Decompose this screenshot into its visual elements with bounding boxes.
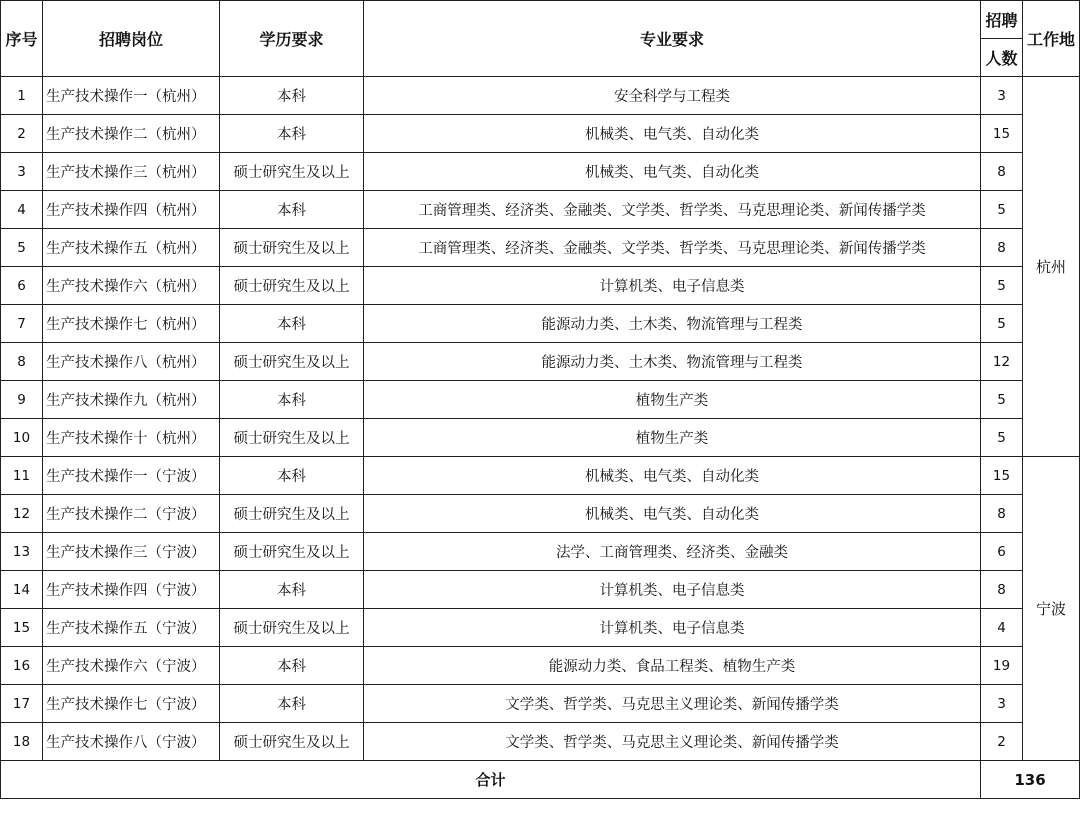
row-position: 生产技术操作三（杭州） <box>43 153 220 191</box>
row-index: 18 <box>1 723 43 761</box>
row-major: 计算机类、电子信息类 <box>364 267 981 305</box>
row-position: 生产技术操作六（杭州） <box>43 267 220 305</box>
header-count-line1: 招聘 <box>981 1 1023 39</box>
row-major: 计算机类、电子信息类 <box>364 571 981 609</box>
row-education: 本科 <box>220 457 364 495</box>
row-count: 19 <box>981 647 1023 685</box>
row-position: 生产技术操作三（宁波） <box>43 533 220 571</box>
row-education: 本科 <box>220 305 364 343</box>
row-major: 能源动力类、土木类、物流管理与工程类 <box>364 343 981 381</box>
row-position: 生产技术操作八（宁波） <box>43 723 220 761</box>
row-position: 生产技术操作七（宁波） <box>43 685 220 723</box>
row-major: 法学、工商管理类、经济类、金融类 <box>364 533 981 571</box>
row-position: 生产技术操作九（杭州） <box>43 381 220 419</box>
row-education: 硕士研究生及以上 <box>220 723 364 761</box>
table-row <box>1 191 1080 229</box>
row-position: 生产技术操作五（杭州） <box>43 229 220 267</box>
row-major: 计算机类、电子信息类 <box>364 609 981 647</box>
row-major: 机械类、电气类、自动化类 <box>364 495 981 533</box>
table-row <box>1 77 1080 115</box>
table-row <box>1 381 1080 419</box>
table-row <box>1 267 1080 305</box>
row-position: 生产技术操作六（宁波） <box>43 647 220 685</box>
row-position: 生产技术操作二（杭州） <box>43 115 220 153</box>
row-major: 能源动力类、食品工程类、植物生产类 <box>364 647 981 685</box>
row-count: 15 <box>981 457 1023 495</box>
row-major: 机械类、电气类、自动化类 <box>364 115 981 153</box>
row-major: 工商管理类、经济类、金融类、文学类、哲学类、马克思理论类、新闻传播学类 <box>364 229 981 267</box>
row-count: 5 <box>981 305 1023 343</box>
row-count: 5 <box>981 419 1023 457</box>
table-row <box>1 153 1080 191</box>
row-education: 硕士研究生及以上 <box>220 419 364 457</box>
row-education: 本科 <box>220 647 364 685</box>
row-index: 10 <box>1 419 43 457</box>
row-position: 生产技术操作五（宁波） <box>43 609 220 647</box>
row-index: 8 <box>1 343 43 381</box>
row-count: 6 <box>981 533 1023 571</box>
row-position: 生产技术操作十（杭州） <box>43 419 220 457</box>
row-count: 5 <box>981 381 1023 419</box>
row-index: 7 <box>1 305 43 343</box>
row-index: 12 <box>1 495 43 533</box>
row-position: 生产技术操作一（宁波） <box>43 457 220 495</box>
row-education: 本科 <box>220 191 364 229</box>
row-count: 8 <box>981 229 1023 267</box>
row-major: 植物生产类 <box>364 381 981 419</box>
row-count: 3 <box>981 685 1023 723</box>
row-index: 14 <box>1 571 43 609</box>
table-row <box>1 685 1080 723</box>
row-education: 硕士研究生及以上 <box>220 609 364 647</box>
row-position: 生产技术操作八（杭州） <box>43 343 220 381</box>
row-index: 17 <box>1 685 43 723</box>
row-major: 能源动力类、土木类、物流管理与工程类 <box>364 305 981 343</box>
row-index: 3 <box>1 153 43 191</box>
row-position: 生产技术操作四（杭州） <box>43 191 220 229</box>
table-row <box>1 419 1080 457</box>
row-major: 文学类、哲学类、马克思主义理论类、新闻传播学类 <box>364 685 981 723</box>
row-position: 生产技术操作二（宁波） <box>43 495 220 533</box>
row-index: 6 <box>1 267 43 305</box>
row-index: 16 <box>1 647 43 685</box>
table-row <box>1 647 1080 685</box>
total-row <box>1 761 1080 799</box>
row-major: 机械类、电气类、自动化类 <box>364 153 981 191</box>
header-education: 学历要求 <box>220 1 364 77</box>
row-education: 硕士研究生及以上 <box>220 267 364 305</box>
row-education: 本科 <box>220 115 364 153</box>
row-index: 13 <box>1 533 43 571</box>
row-count: 5 <box>981 191 1023 229</box>
location-ningbo: 宁波 <box>1023 457 1080 761</box>
row-index: 4 <box>1 191 43 229</box>
row-major: 植物生产类 <box>364 419 981 457</box>
row-education: 硕士研究生及以上 <box>220 495 364 533</box>
row-major: 文学类、哲学类、马克思主义理论类、新闻传播学类 <box>364 723 981 761</box>
row-education: 本科 <box>220 381 364 419</box>
row-index: 15 <box>1 609 43 647</box>
row-count: 2 <box>981 723 1023 761</box>
row-index: 11 <box>1 457 43 495</box>
header-count-line2: 人数 <box>981 39 1023 77</box>
table-row <box>1 115 1080 153</box>
table-row <box>1 571 1080 609</box>
header-location: 工作地 <box>1023 1 1080 77</box>
row-index: 9 <box>1 381 43 419</box>
header-index: 序号 <box>1 1 43 77</box>
table-row <box>1 305 1080 343</box>
row-major: 安全科学与工程类 <box>364 77 981 115</box>
row-education: 硕士研究生及以上 <box>220 343 364 381</box>
row-position: 生产技术操作四（宁波） <box>43 571 220 609</box>
table-row <box>1 723 1080 761</box>
row-count: 15 <box>981 115 1023 153</box>
row-index: 1 <box>1 77 43 115</box>
total-label: 合计 <box>1 761 981 799</box>
table-row <box>1 229 1080 267</box>
row-count: 12 <box>981 343 1023 381</box>
row-count: 3 <box>981 77 1023 115</box>
header-position: 招聘岗位 <box>43 1 220 77</box>
row-position: 生产技术操作七（杭州） <box>43 305 220 343</box>
row-education: 硕士研究生及以上 <box>220 229 364 267</box>
table-row <box>1 495 1080 533</box>
row-count: 8 <box>981 571 1023 609</box>
row-education: 本科 <box>220 571 364 609</box>
header-major: 专业要求 <box>364 1 981 77</box>
table-row <box>1 609 1080 647</box>
table-row <box>1 533 1080 571</box>
table-row <box>1 343 1080 381</box>
location-hangzhou: 杭州 <box>1023 77 1080 457</box>
row-major: 工商管理类、经济类、金融类、文学类、哲学类、马克思理论类、新闻传播学类 <box>364 191 981 229</box>
row-education: 硕士研究生及以上 <box>220 533 364 571</box>
total-value: 136 <box>981 761 1080 799</box>
row-count: 5 <box>981 267 1023 305</box>
row-count: 8 <box>981 153 1023 191</box>
row-index: 2 <box>1 115 43 153</box>
table-body <box>1 77 1080 761</box>
row-count: 4 <box>981 609 1023 647</box>
row-education: 本科 <box>220 77 364 115</box>
row-position: 生产技术操作一（杭州） <box>43 77 220 115</box>
row-count: 8 <box>981 495 1023 533</box>
row-major: 机械类、电气类、自动化类 <box>364 457 981 495</box>
row-education: 本科 <box>220 685 364 723</box>
row-education: 硕士研究生及以上 <box>220 153 364 191</box>
table-row <box>1 457 1080 495</box>
row-index: 5 <box>1 229 43 267</box>
